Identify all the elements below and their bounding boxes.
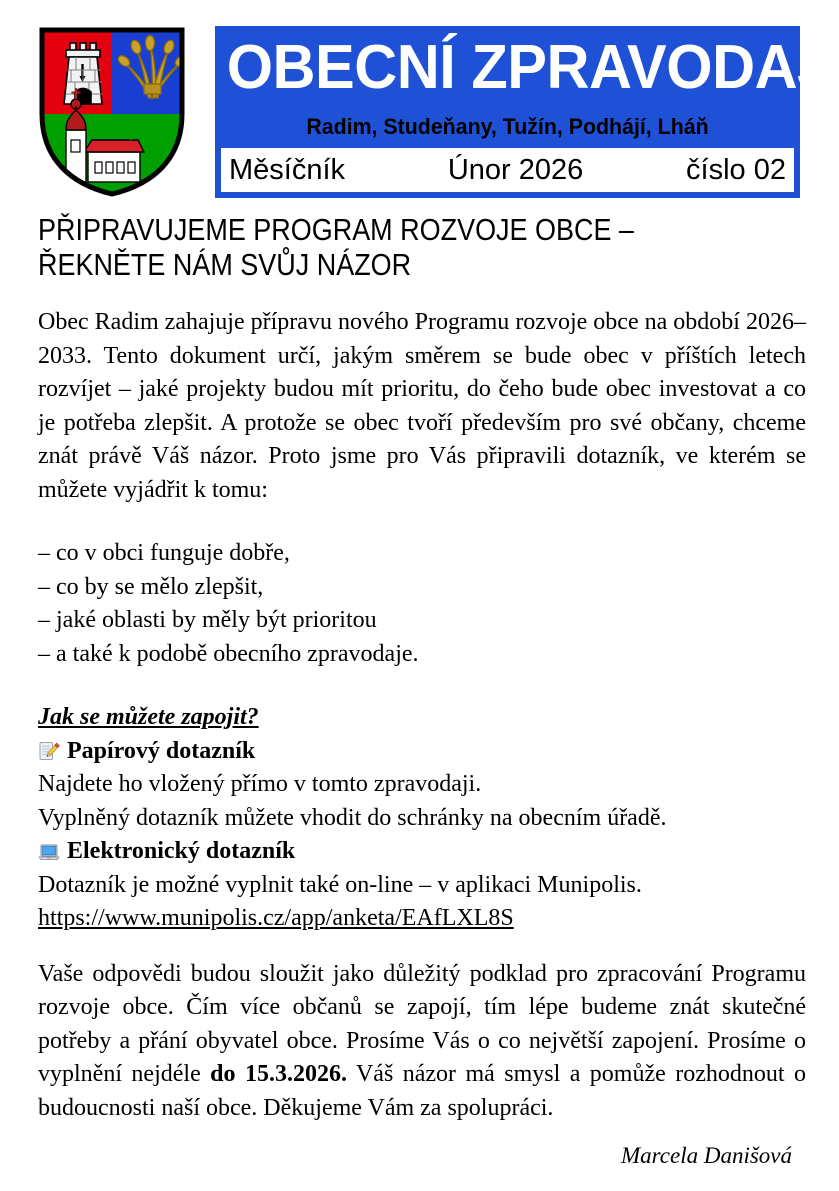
article-body [38,212,806,1171]
article-headline-line-2: ŘEKNĚTE NÁM SVŮJ NÁZOR [38,247,412,282]
coat-of-arms [32,22,192,200]
coat-of-arms-icon [32,22,192,200]
topics-list [38,537,806,671]
author-signature: Marcela Danišová [621,1143,792,1168]
list-item: – co v obci funguje dobře, [38,540,290,566]
article-headline-line-1: PŘIPRAVUJEME PROGRAM ROZVOJE OBCE – [38,212,634,247]
questionnaire-link[interactable]: https://www.munipolis.cz/app/anketa/EAfLXL8S [38,905,514,931]
closing-text-part-2: Váš názor má smysl a pomůže rozhodnout o budoucnosti naší obce. Děkujeme Vám za spolupráci. [38,1061,806,1121]
participation-heading-row [38,701,806,735]
electronic-option-heading [38,835,806,869]
paper-option-heading [38,735,806,769]
issue-number: číslo 02 [686,154,786,186]
newsletter-villages-subtitle: Radim, Studeňany, Tužín, Podhájí, Lháň [306,114,709,139]
list-item: – co by se mělo zlepšit, [38,573,264,600]
newsletter-title: OBECNÍ ZPRAVODAJ [226,33,830,102]
newsletter-banner [215,26,830,198]
paper-option-line-1: Najdete ho vložený přímo v tomto zpravodaji. [38,771,482,797]
list-item: – a také k podobě obecního zpravodaje. [38,640,419,667]
masthead [0,0,839,208]
issue-periodicity: Měsíčník [229,154,346,186]
spacer [38,936,806,958]
list-item: – jaké oblasti by měly být prioritou [38,607,377,633]
spacer [38,671,806,701]
paper-option-label: Papírový dotazník [67,737,256,764]
closing-text-part-1: Vaše odpovědi budou sloužit jako důležitý podklad pro zpracování Programu rozvoje obce. Čím více občanů se zapojí, tím lépe budeme znát skutečné potřeby a přání obyvatel obce. Prosíme Vás o co největší zapojení. Prosíme o vyplnění nejdéle [38,960,806,1087]
questionnaire-link-row [38,902,806,936]
issue-info-box [221,148,794,192]
issue-date: Únor 2026 [447,154,584,186]
article-intro-paragraph: Obec Radim zahajuje přípravu nového Programu rozvoje obce na období 2026–2033. Tento dokument určí, jakým směrem se bude obec v příštích letech rozvíjet – jaké projekty budou mít prioritu, do čeho bude obec investovat a co je potřeba zlepšit. A protože se obec tvoří především pro své občany, chceme znát právě Váš názor. Proto jsme pro Vás připravili dotazník, ve kterém se můžete vyjádřit k tomu: [38,309,806,503]
article-closing-paragraph [38,958,806,1126]
article-headline [38,212,806,282]
submission-deadline: do 15.3.2026. [210,1061,347,1087]
electronic-option-label: Elektronický dotazník [67,838,296,864]
laptop-computer-icon [38,841,60,863]
spacer [38,507,806,537]
electronic-option-line-1: Dotazník je možné vyplnit také on-line – v aplikaci Munipolis. [38,871,642,898]
paper-option-line-2: Vyplněný dotazník můžete vhodit do schránky na obecním úřadě. [38,804,667,831]
memo-pencil-icon [38,740,60,762]
participation-heading: Jak se můžete zapojit? [38,704,259,730]
